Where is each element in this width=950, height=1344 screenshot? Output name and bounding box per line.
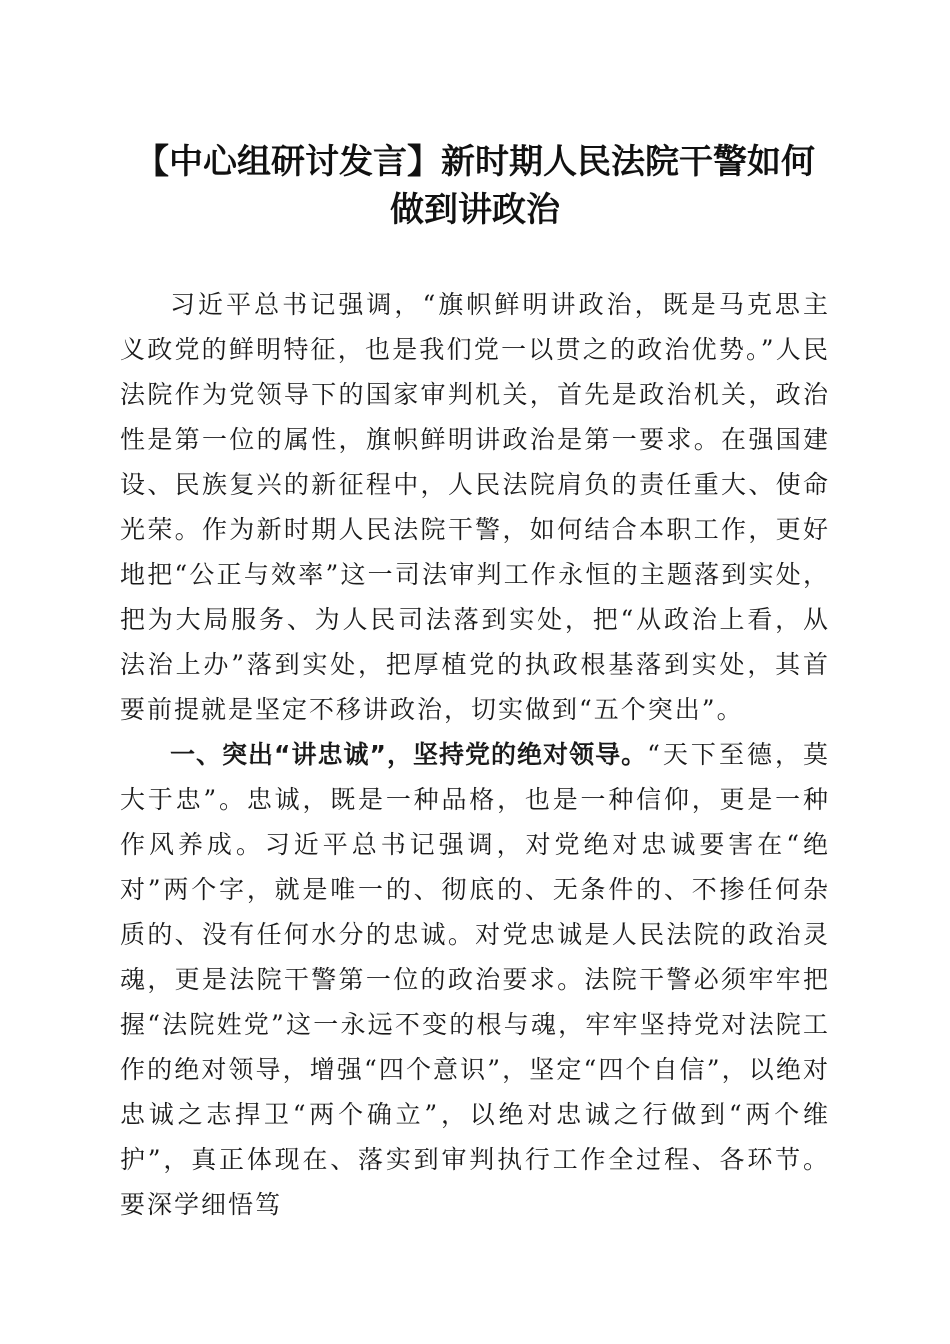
paragraph-section-1: [120, 732, 830, 1227]
section-heading: 一、突出“讲忠诚”，坚持党的绝对领导。: [170, 740, 648, 769]
paragraph-text: “天下至德，莫大于忠”。忠诚，既是一种品格，也是一种信仰，更是一种作风养成。习近平总书记强调，对党绝对忠诚要害在“绝对”两个字，就是唯一的、彻底的、无条件的、不掺任何杂质的、没有任何水分的忠诚。对党忠诚是人民法院的政治灵魂，更是法院干警第一位的政治要求。法院干警必须牢牢把握“法院姓党”这一永远不变的根与魂，牢牢坚持党对法院工作的绝对领导，增强“四个意识”，坚定“四个自信”，以绝对忠诚之志捍卫“两个确立”，以绝对忠诚之行做到“两个维护”，真正体现在、落实到审判执行工作全过程、各环节。要深学细悟笃: [120, 740, 830, 1219]
paragraph-text: 习近平总书记强调，“旗帜鲜明讲政治，既是马克思主义政党的鲜明特征，也是我们党一以贯之的政治优势。”人民法院作为党领导下的国家审判机关，首先是政治机关，政治性是第一位的属性，旗帜鲜明讲政治是第一要求。在强国建设、民族复兴的新征程中，人民法院肩负的责任重大、使命光荣。作为新时期人民法院干警，如何结合本职工作，更好地把“公正与效率”这一司法审判工作永恒的主题落到实处，把为大局服务、为人民司法落到实处，把“从政治上看，从法治上办”落到实处，把厚植党的执政根基落到实处，其首要前提就是坚定不移讲政治，切实做到“五个突出”。: [120, 290, 830, 724]
paragraph-intro: [120, 282, 830, 732]
title-line-1: 【中心组研讨发言】新时期人民法院干警如何: [135, 142, 815, 182]
document-body: [120, 282, 830, 1227]
document-title: [100, 138, 850, 234]
title-line-2: 做到讲政治: [390, 190, 560, 230]
